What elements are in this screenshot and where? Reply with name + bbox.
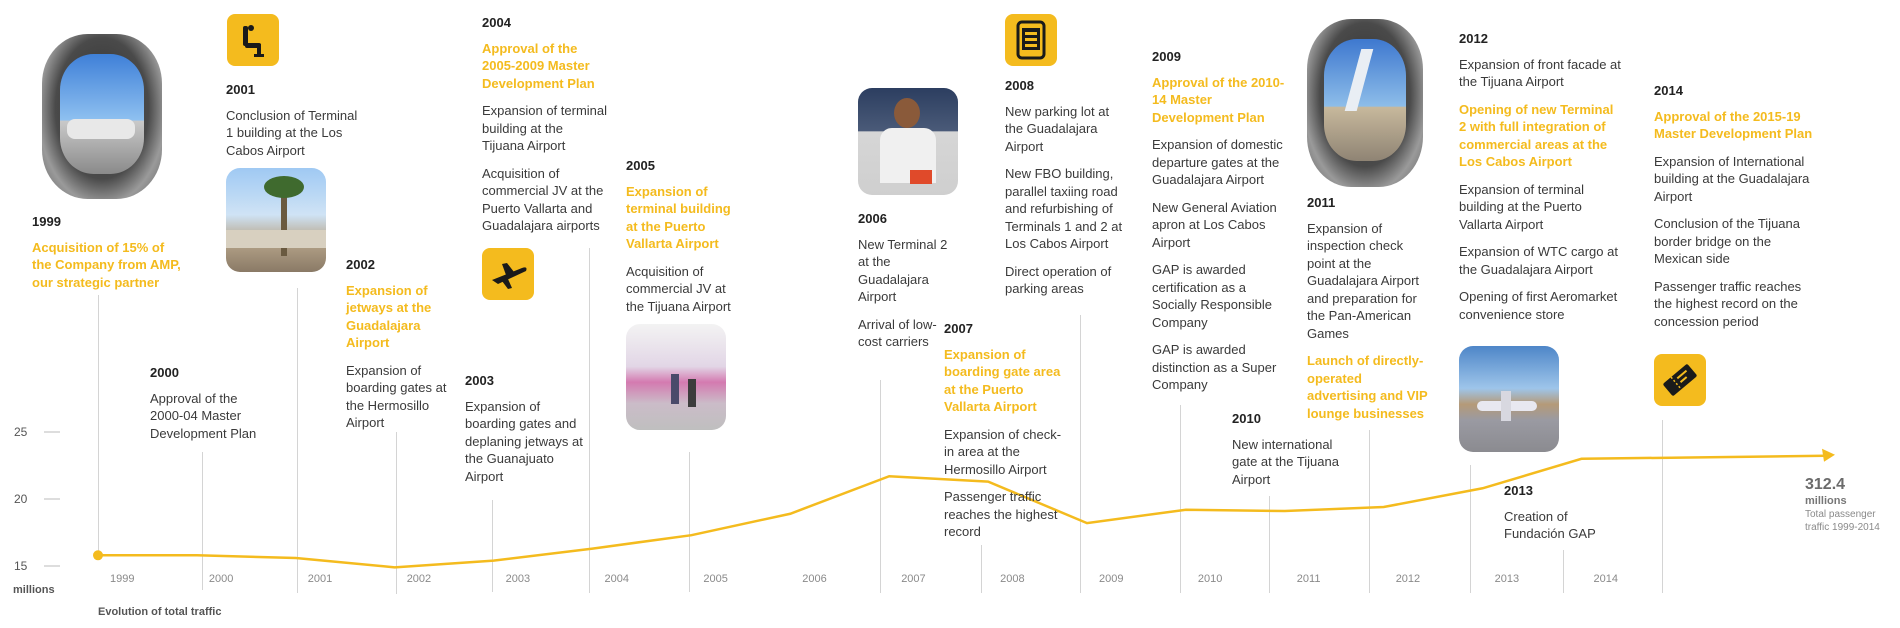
event-item: New General Aviation apron at Los Cabos Airport [1152,199,1277,250]
event-year: 2003 [465,373,494,388]
connector-2002 [396,432,397,594]
event-item: Opening of first Aeromarket convenience store [1459,289,1618,322]
event-item: Approval of the 2000-04 Master Development Plan [150,390,257,441]
x-axis-label: Evolution of total traffic [98,606,222,618]
departures-screen-icon [1005,14,1057,66]
x-tick-label: 2007 [901,573,926,585]
event-item: Expansion of boarding gates at the Hermosillo Airport [346,362,447,430]
connector-2013 [1563,550,1564,593]
event-year: 2005 [626,158,655,173]
connector-2014 [1662,420,1663,593]
y-tick-label: 15 [14,559,28,573]
terminal-interior-photo [626,324,726,430]
seat-icon [227,14,279,66]
event-item: New FBO building, parallel taxiing road and refurbishing of Terminals 1 and 2 at Los Cabos Airport [1005,166,1123,251]
event-highlight: Expansion of jetways at the Guadalajara Airport [346,282,432,350]
x-tick-label: 2008 [1000,573,1025,585]
x-tick-label: 2002 [406,573,432,585]
connector-2005 [689,452,690,592]
event-item: Expansion of WTC cargo at the Guadalajara Airport [1459,244,1618,277]
staff-member-photo [858,88,958,195]
event-highlight: Approval of the 2015-19 Master Development Plan [1654,108,1813,141]
event-item: Expansion of boarding gates and deplaning jetways at the Guanajuato Airport [465,398,583,484]
airplane-window-photo-2011 [1307,19,1423,187]
airplane-window-photo-1999 [42,34,162,199]
x-tick-label: 2012 [1395,573,1421,585]
event-2007 [944,320,1064,551]
event-item: Passenger traffic reaches the highest record [944,489,1058,539]
event-1999 [32,213,182,301]
y-tick-label: 25 [14,425,28,439]
event-year: 2013 [1504,483,1533,498]
x-tick-label: 1999 [110,573,135,585]
total-traffic-value: 312.4 [1805,476,1846,493]
connector-2010 [1269,496,1270,593]
total-traffic-unit: millions [1805,495,1847,507]
event-highlight: Launch of directly-operated advertising and VIP lounge businesses [1307,353,1428,421]
event-item: New international gate at the Tijuana Airport [1232,436,1339,487]
event-item: GAP is awarded certification as a Socially Responsible Company [1152,262,1272,330]
x-tick-label: 2010 [1197,573,1223,585]
event-item: Expansion of check-in area at the Hermosillo Airport [944,426,1062,477]
y-tick-label: 20 [14,492,28,506]
x-tick-label: 2005 [703,573,728,585]
event-2001 [226,81,361,169]
event-2014 [1654,82,1814,340]
event-item: Creation of Fundación GAP [1504,508,1596,541]
event-item: GAP is awarded distinction as a Super Company [1152,342,1277,392]
event-highlight: Approval of the 2010-14 Master Development Plan [1152,74,1285,125]
event-2008 [1005,77,1130,308]
event-year: 2007 [944,321,973,336]
event-2006 [858,210,948,361]
x-tick-label: 2013 [1494,573,1520,585]
event-highlight: Expansion of terminal building at the Puerto Vallarta Airport [626,183,731,251]
event-item: Expansion of terminal building at the Puerto Vallarta Airport [1459,181,1585,232]
total-traffic-box [1805,476,1900,534]
event-item: Expansion of inspection check point at the Guadalajara Airport and preparation for the Pan-American Games [1307,220,1420,341]
event-2011 [1307,194,1432,432]
event-item: Conclusion of the Tijuana border bridge on the Mexican side [1654,216,1800,266]
event-item: Arrival of low-cost carriers [858,316,937,349]
event-year: 1999 [32,214,61,229]
event-item: Direct operation of parking areas [1005,263,1112,296]
connector-2004 [589,248,590,593]
event-2009 [1152,48,1287,404]
airplane-icon [482,248,534,300]
x-tick-label: 2014 [1593,573,1618,585]
event-year: 2010 [1232,411,1261,426]
event-2002 [346,256,449,442]
x-tick-label: 2009 [1099,573,1124,585]
event-year: 2006 [858,211,887,226]
event-item: Passenger traffic reaches the highest record on the concession period [1654,278,1802,329]
event-highlight: Approval of the 2005-2009 Master Development Plan [482,40,595,91]
aircraft-apron-photo [1459,346,1559,452]
event-item: Expansion of domestic departure gates at the Guadalajara Airport [1152,137,1283,187]
event-item: New Terminal 2 at the Guadalajara Airport [858,236,948,304]
event-2000 [150,364,270,452]
event-highlight: Expansion of boarding gate area at the Puerto Vallarta Airport [944,346,1061,414]
event-year: 2008 [1005,78,1034,93]
event-2013 [1504,482,1614,553]
connector-2000 [202,452,203,590]
event-highlight: Acquisition of 15% of the Company from AMP, our strategic partner [32,239,181,290]
event-item: Expansion of terminal building at the Tijuana Airport [482,103,608,153]
connector-1999 [98,295,99,555]
event-item: Expansion of International building at the Guadalajara Airport [1654,153,1810,204]
event-year: 2002 [346,257,375,272]
event-year: 2011 [1307,195,1336,210]
event-2012 [1459,30,1624,333]
event-item: Expansion of front facade at the Tijuana Airport [1459,56,1621,89]
event-year: 2009 [1152,49,1181,64]
ticket-icon [1654,354,1706,406]
event-item: New parking lot at the Guadalajara Airport [1005,103,1110,154]
connector-2012 [1470,465,1471,593]
x-tick-label: 2000 [208,573,234,585]
event-year: 2012 [1459,31,1488,46]
connector-2011 [1369,430,1370,593]
event-highlight: Opening of new Terminal 2 with full integration of commercial areas at the Los Cabos Airport [1459,101,1614,169]
x-tick-label: 2006 [802,573,827,585]
event-year: 2000 [150,365,179,380]
connector-2007 [981,545,982,593]
connector-2006 [880,380,881,593]
event-item: Conclusion of Terminal 1 building at the Los Cabos Airport [226,107,358,158]
x-tick-label: 2001 [307,573,333,585]
total-traffic-description: Total passenger traffic 1999-2014 [1805,509,1880,533]
terminal-palm-photo [226,168,326,272]
event-2004 [482,14,608,245]
x-tick-label: 2003 [505,573,531,585]
connector-2003 [492,500,493,592]
x-tick-label: 2004 [604,573,629,585]
x-tick-label: 2011 [1296,573,1321,585]
event-2003 [465,372,585,495]
event-year: 2001 [226,82,255,97]
event-item: Acquisition of commercial JV at the Tijuana Airport [626,263,731,314]
event-item: Acquisition of commercial JV at the Puerto Vallarta and Guadalajara airports [482,165,604,233]
connector-2009 [1180,405,1181,593]
connector-2001 [297,288,298,593]
event-year: 2004 [482,15,511,30]
event-year: 2014 [1654,83,1683,98]
connector-2008 [1080,315,1081,593]
y-unit-label: millions [13,584,55,596]
event-2005 [626,157,741,325]
traffic-arrowhead [1822,449,1835,462]
